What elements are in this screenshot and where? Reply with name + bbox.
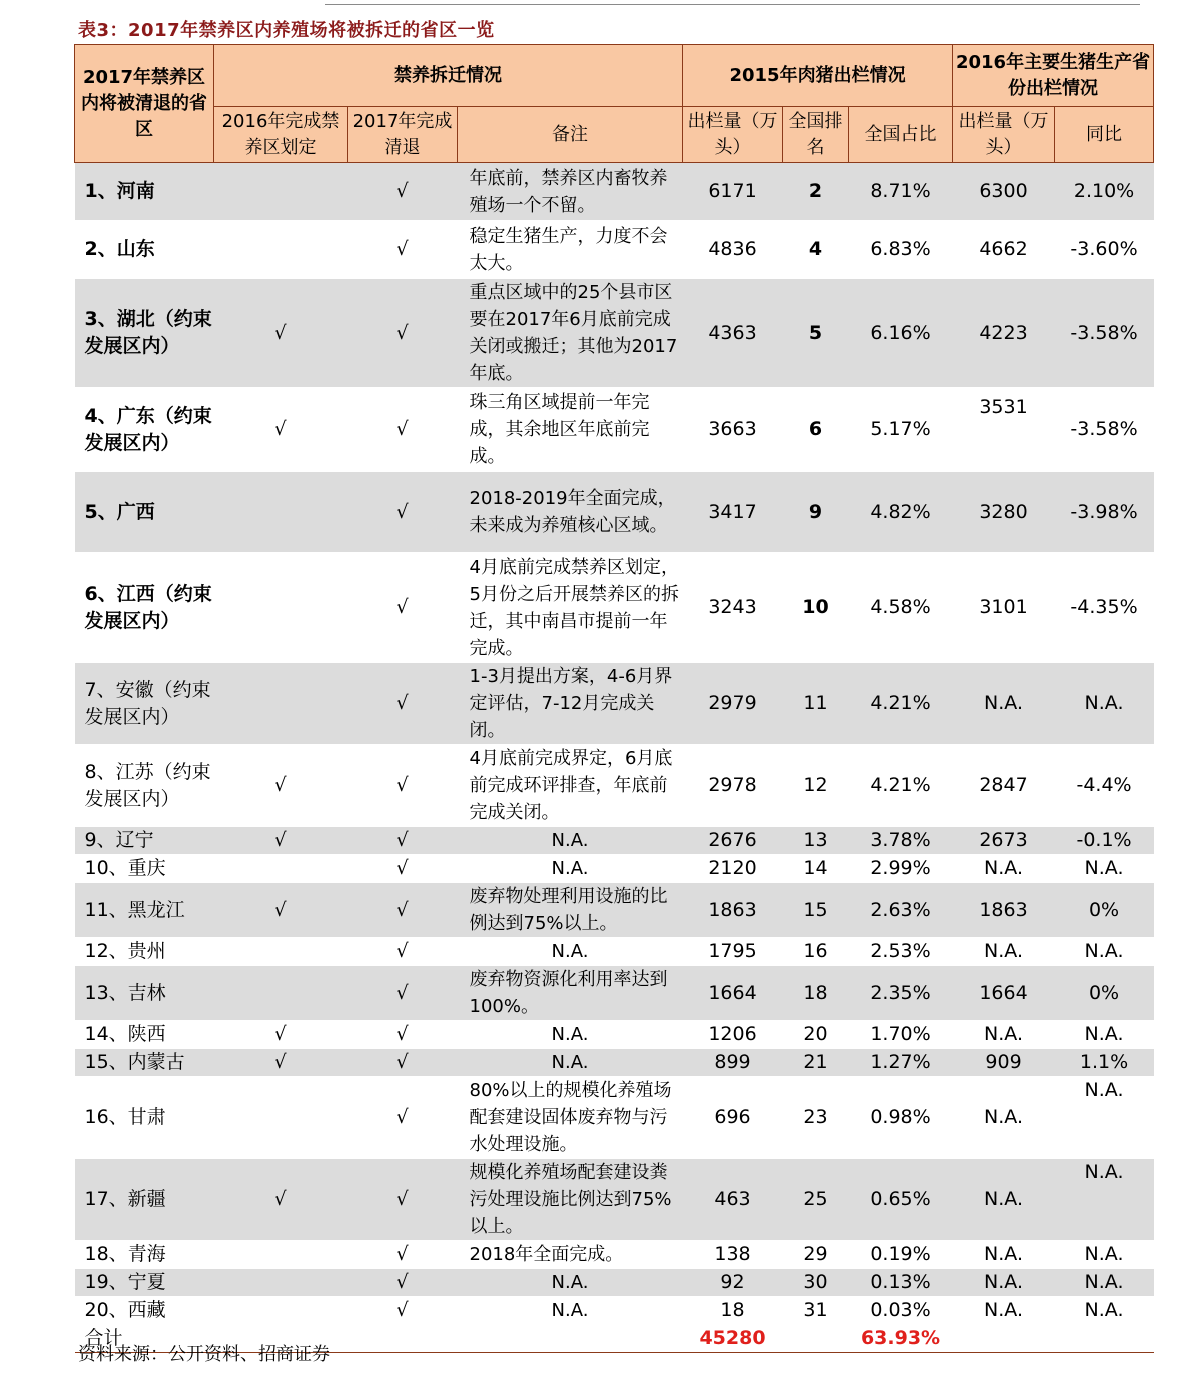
table-row <box>75 938 1154 966</box>
total-label: 合计 <box>75 1325 214 1353</box>
output-2016-cell: 3531 <box>953 388 1055 472</box>
output-2016-cell: N.A. <box>953 1241 1055 1269</box>
table-row <box>75 1077 1154 1159</box>
yoy-cell: N.A. <box>1055 1021 1154 1049</box>
subheader-2017-done: 2017年完成清退 <box>348 107 458 163</box>
province-cell: 17、新疆 <box>75 1159 214 1241</box>
yoy-cell: -3.60% <box>1055 221 1154 279</box>
yoy-cell: N.A. <box>1055 855 1154 883</box>
yoy-cell: N.A. <box>1055 1159 1154 1241</box>
note-cell: 规模化养殖场配套建设粪污处理设施比例达到75%以上。 <box>458 1159 683 1241</box>
yoy-cell: -0.1% <box>1055 827 1154 855</box>
share-cell: 6.83% <box>849 221 953 279</box>
done-2016-cell <box>214 855 348 883</box>
share-cell: 0.03% <box>849 1297 953 1325</box>
share-cell: 1.27% <box>849 1049 953 1077</box>
output-2015-cell: 3243 <box>683 553 783 663</box>
share-cell: 0.19% <box>849 1241 953 1269</box>
output-2016-cell: 4223 <box>953 279 1055 388</box>
note-cell: 稳定生猪生产，力度不会太大。 <box>458 221 683 279</box>
output-2015-cell: 4363 <box>683 279 783 388</box>
output-2016-cell: 2673 <box>953 827 1055 855</box>
share-cell: 0.65% <box>849 1159 953 1241</box>
output-2015-cell: 2120 <box>683 855 783 883</box>
yoy-cell: N.A. <box>1055 663 1154 745</box>
output-2015-cell: 463 <box>683 1159 783 1241</box>
share-cell: 2.63% <box>849 883 953 938</box>
province-cell: 20、西藏 <box>75 1297 214 1325</box>
output-2016-cell: N.A. <box>953 1269 1055 1297</box>
done-2016-cell <box>214 221 348 279</box>
yoy-cell: N.A. <box>1055 1269 1154 1297</box>
share-cell: 6.16% <box>849 279 953 388</box>
done-2016-cell: √ <box>214 745 348 827</box>
rank-cell: 30 <box>783 1269 849 1297</box>
total-output-2015: 45280 <box>683 1325 783 1353</box>
header-province: 2017年禁养区内将被清退的省区 <box>75 45 214 163</box>
done-2017-cell: √ <box>348 553 458 663</box>
rank-cell: 11 <box>783 663 849 745</box>
table-row <box>75 1269 1154 1297</box>
table-row <box>75 1159 1154 1241</box>
output-2016-cell: 6300 <box>953 163 1055 221</box>
share-cell: 2.53% <box>849 938 953 966</box>
province-cell: 19、宁夏 <box>75 1269 214 1297</box>
done-2016-cell <box>214 163 348 221</box>
share-cell: 4.82% <box>849 472 953 553</box>
yoy-cell: N.A. <box>1055 1241 1154 1269</box>
rank-cell: 13 <box>783 827 849 855</box>
output-2016-cell: N.A. <box>953 1159 1055 1241</box>
province-cell: 6、江西（约束发展区内） <box>75 553 214 663</box>
output-2015-cell: 1206 <box>683 1021 783 1049</box>
note-cell: 珠三角区域提前一年完成，其余地区年底前完成。 <box>458 388 683 472</box>
done-2016-cell <box>214 472 348 553</box>
yoy-cell: 0% <box>1055 883 1154 938</box>
done-2016-cell <box>214 1077 348 1159</box>
done-2016-cell <box>214 1269 348 1297</box>
note-cell: 年底前，禁养区内畜牧养殖场一个不留。 <box>458 163 683 221</box>
note-cell: N.A. <box>458 938 683 966</box>
province-cell: 3、湖北（约束发展区内） <box>75 279 214 388</box>
rank-cell: 5 <box>783 279 849 388</box>
share-cell: 3.78% <box>849 827 953 855</box>
output-2015-cell: 4836 <box>683 221 783 279</box>
rank-cell: 21 <box>783 1049 849 1077</box>
note-cell: 2018-2019年全面完成，未来成为养殖核心区域。 <box>458 472 683 553</box>
subheader-note: 备注 <box>458 107 683 163</box>
table-row <box>75 883 1154 938</box>
province-cell: 12、贵州 <box>75 938 214 966</box>
yoy-cell: 0% <box>1055 966 1154 1021</box>
done-2017-cell: √ <box>348 279 458 388</box>
done-2017-cell: √ <box>348 1297 458 1325</box>
note-cell: N.A. <box>458 1269 683 1297</box>
subheader-yoy: 同比 <box>1055 107 1154 163</box>
output-2015-cell: 2978 <box>683 745 783 827</box>
share-cell: 4.21% <box>849 663 953 745</box>
done-2016-cell <box>214 938 348 966</box>
output-2015-cell: 2979 <box>683 663 783 745</box>
output-2016-cell: N.A. <box>953 663 1055 745</box>
done-2016-cell <box>214 1297 348 1325</box>
yoy-cell: -4.35% <box>1055 553 1154 663</box>
share-cell: 8.71% <box>849 163 953 221</box>
province-cell: 14、陕西 <box>75 1021 214 1049</box>
share-cell: 1.70% <box>849 1021 953 1049</box>
note-cell: 80%以上的规模化养殖场配套建设固体废弃物与污水处理设施。 <box>458 1077 683 1159</box>
output-2016-cell: 3280 <box>953 472 1055 553</box>
rank-cell: 12 <box>783 745 849 827</box>
output-2016-cell: 909 <box>953 1049 1055 1077</box>
output-2015-cell: 3663 <box>683 388 783 472</box>
done-2017-cell: √ <box>348 1241 458 1269</box>
table-row <box>75 1021 1154 1049</box>
done-2016-cell <box>214 553 348 663</box>
output-2015-cell: 899 <box>683 1049 783 1077</box>
done-2017-cell: √ <box>348 1021 458 1049</box>
output-2016-cell: 4662 <box>953 221 1055 279</box>
table-row <box>75 163 1154 221</box>
note-cell: 2018年全面完成。 <box>458 1241 683 1269</box>
done-2017-cell: √ <box>348 745 458 827</box>
province-cell: 11、黑龙江 <box>75 883 214 938</box>
province-cell: 13、吉林 <box>75 966 214 1021</box>
yoy-cell: -3.98% <box>1055 472 1154 553</box>
subheader-share: 全国占比 <box>849 107 953 163</box>
yoy-cell: N.A. <box>1055 1297 1154 1325</box>
table-row <box>75 1297 1154 1325</box>
share-cell: 4.58% <box>849 553 953 663</box>
table-row <box>75 388 1154 472</box>
output-2015-cell: 696 <box>683 1077 783 1159</box>
done-2016-cell: √ <box>214 1159 348 1241</box>
output-2015-cell: 92 <box>683 1269 783 1297</box>
done-2017-cell: √ <box>348 1049 458 1077</box>
table-row <box>75 966 1154 1021</box>
output-2015-cell: 3417 <box>683 472 783 553</box>
done-2016-cell <box>214 663 348 745</box>
share-cell: 2.99% <box>849 855 953 883</box>
rank-cell: 18 <box>783 966 849 1021</box>
table-row <box>75 553 1154 663</box>
yoy-cell: N.A. <box>1055 1077 1154 1159</box>
output-2015-cell: 18 <box>683 1297 783 1325</box>
output-2015-cell: 1863 <box>683 883 783 938</box>
subheader-output-2016: 出栏量（万头） <box>953 107 1055 163</box>
output-2016-cell: 3101 <box>953 553 1055 663</box>
table-row <box>75 855 1154 883</box>
table-row <box>75 745 1154 827</box>
subheader-rank: 全国排名 <box>783 107 849 163</box>
province-cell: 10、重庆 <box>75 855 214 883</box>
note-cell: N.A. <box>458 1297 683 1325</box>
note-cell: 重点区域中的25个县市区要在2017年6月底前完成关闭或搬迁；其他为2017年底。 <box>458 279 683 388</box>
province-cell: 9、辽宁 <box>75 827 214 855</box>
yoy-cell: 1.1% <box>1055 1049 1154 1077</box>
table-title: 表3：2017年禁养区内养殖场将被拆迁的省区一览 <box>78 20 495 41</box>
province-cell: 15、内蒙古 <box>75 1049 214 1077</box>
output-2015-cell: 6171 <box>683 163 783 221</box>
rank-cell: 23 <box>783 1077 849 1159</box>
done-2016-cell: √ <box>214 1021 348 1049</box>
share-cell: 2.35% <box>849 966 953 1021</box>
done-2016-cell: √ <box>214 883 348 938</box>
output-2015-cell: 138 <box>683 1241 783 1269</box>
done-2017-cell: √ <box>348 1077 458 1159</box>
done-2016-cell: √ <box>214 827 348 855</box>
done-2017-cell: √ <box>348 855 458 883</box>
output-2016-cell: 2847 <box>953 745 1055 827</box>
share-cell: 4.21% <box>849 745 953 827</box>
rank-cell: 29 <box>783 1241 849 1269</box>
yoy-cell: -3.58% <box>1055 279 1154 388</box>
note-cell: 1-3月提出方案，4-6月界定评估，7-12月完成关闭。 <box>458 663 683 745</box>
output-2016-cell: N.A. <box>953 1021 1055 1049</box>
done-2016-cell: √ <box>214 1049 348 1077</box>
header-2015-output: 2015年肉猪出栏情况 <box>683 45 953 107</box>
note-cell: 4月底前完成界定，6月底前完成环评排查，年底前完成关闭。 <box>458 745 683 827</box>
table-row <box>75 221 1154 279</box>
share-cell: 0.98% <box>849 1077 953 1159</box>
province-cell: 16、甘肃 <box>75 1077 214 1159</box>
table-row <box>75 1241 1154 1269</box>
yoy-cell: -3.58% <box>1055 388 1154 472</box>
done-2017-cell: √ <box>348 883 458 938</box>
done-2016-cell <box>214 1241 348 1269</box>
province-table <box>74 44 1154 1353</box>
note-cell: N.A. <box>458 855 683 883</box>
done-2017-cell: √ <box>348 1159 458 1241</box>
output-2016-cell: N.A. <box>953 1077 1055 1159</box>
done-2017-cell: √ <box>348 163 458 221</box>
note-cell: 4月底前完成禁养区划定，5月份之后开展禁养区的拆迁，其中南昌市提前一年完成。 <box>458 553 683 663</box>
done-2016-cell <box>214 966 348 1021</box>
province-cell: 18、青海 <box>75 1241 214 1269</box>
note-cell: 废弃物资源化利用率达到100%。 <box>458 966 683 1021</box>
rank-cell: 20 <box>783 1021 849 1049</box>
subheader-2016-done: 2016年完成禁养区划定 <box>214 107 348 163</box>
note-cell: N.A. <box>458 1021 683 1049</box>
source-note: 资料来源：公开资料、招商证券 <box>78 1344 330 1365</box>
done-2017-cell: √ <box>348 966 458 1021</box>
output-2016-cell: 1664 <box>953 966 1055 1021</box>
done-2017-cell: √ <box>348 1269 458 1297</box>
rank-cell: 9 <box>783 472 849 553</box>
done-2017-cell: √ <box>348 472 458 553</box>
province-cell: 2、山东 <box>75 221 214 279</box>
top-rule <box>325 4 1140 5</box>
share-cell: 5.17% <box>849 388 953 472</box>
note-cell: 废弃物处理利用设施的比例达到75%以上。 <box>458 883 683 938</box>
yoy-cell: -4.4% <box>1055 745 1154 827</box>
share-cell: 0.13% <box>849 1269 953 1297</box>
province-cell: 4、广东（约束发展区内） <box>75 388 214 472</box>
done-2017-cell: √ <box>348 388 458 472</box>
output-2016-cell: N.A. <box>953 855 1055 883</box>
output-2015-cell: 1664 <box>683 966 783 1021</box>
done-2016-cell: √ <box>214 279 348 388</box>
rank-cell: 31 <box>783 1297 849 1325</box>
done-2017-cell: √ <box>348 663 458 745</box>
total-share: 63.93% <box>849 1325 953 1353</box>
table-row <box>75 1049 1154 1077</box>
table-row <box>75 472 1154 553</box>
rank-cell: 16 <box>783 938 849 966</box>
output-2015-cell: 1795 <box>683 938 783 966</box>
rank-cell: 4 <box>783 221 849 279</box>
yoy-cell: N.A. <box>1055 938 1154 966</box>
rank-cell: 25 <box>783 1159 849 1241</box>
output-2016-cell: N.A. <box>953 938 1055 966</box>
province-cell: 8、江苏（约束发展区内） <box>75 745 214 827</box>
table-row <box>75 827 1154 855</box>
table-row <box>75 663 1154 745</box>
province-cell: 5、广西 <box>75 472 214 553</box>
table-row <box>75 279 1154 388</box>
output-2016-cell: N.A. <box>953 1297 1055 1325</box>
header-2016-output: 2016年主要生猪生产省份出栏情况 <box>953 45 1154 107</box>
done-2017-cell: √ <box>348 221 458 279</box>
done-2017-cell: √ <box>348 827 458 855</box>
rank-cell: 2 <box>783 163 849 221</box>
done-2017-cell: √ <box>348 938 458 966</box>
output-2015-cell: 2676 <box>683 827 783 855</box>
header-relocation: 禁养拆迁情况 <box>214 45 683 107</box>
rank-cell: 10 <box>783 553 849 663</box>
done-2016-cell: √ <box>214 388 348 472</box>
subheader-output-2015: 出栏量（万头） <box>683 107 783 163</box>
note-cell: N.A. <box>458 1049 683 1077</box>
yoy-cell: 2.10% <box>1055 163 1154 221</box>
rank-cell: 6 <box>783 388 849 472</box>
output-2016-cell: 1863 <box>953 883 1055 938</box>
rank-cell: 14 <box>783 855 849 883</box>
note-cell: N.A. <box>458 827 683 855</box>
province-cell: 1、河南 <box>75 163 214 221</box>
rank-cell: 15 <box>783 883 849 938</box>
province-cell: 7、安徽（约束发展区内） <box>75 663 214 745</box>
